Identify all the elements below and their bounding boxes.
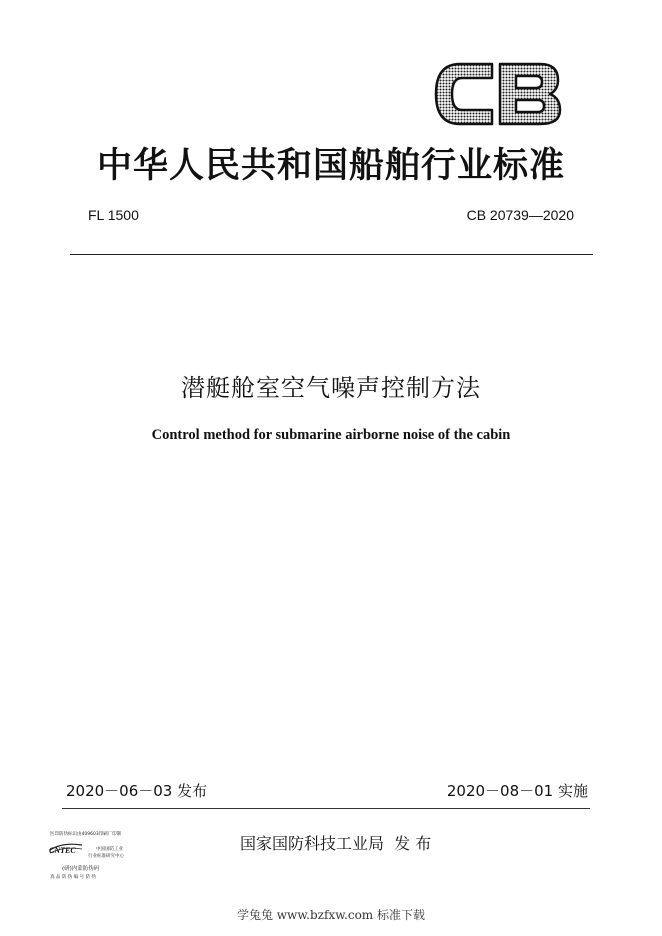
implementation-date: 2020－08－01 实施 xyxy=(446,782,588,800)
stamp-line-3: 行业标准研究中心 xyxy=(88,854,124,859)
stamp-line-4: (研)内蒙防伪码 xyxy=(62,866,100,872)
classification-code: FL 1500 xyxy=(88,207,139,223)
standard-number: CB 20739—2020 xyxy=(466,207,574,223)
standard-category-title: 中华人民共和国船舶行业标准 xyxy=(96,146,565,186)
stamp-line-1: 医印防伪标识由409603印刷厂印制 xyxy=(50,832,122,837)
anti-counterfeit-stamp xyxy=(48,830,158,886)
stamp-line-2: 中国国防工业 xyxy=(96,847,123,852)
document-title-en: Control method for submarine airborne noise of the cabin xyxy=(151,427,511,443)
issue-date: 2020－06－03 发布 xyxy=(66,782,208,800)
cntec-logo-icon xyxy=(48,840,84,856)
cb-logo xyxy=(430,58,564,130)
watermark-text: 学兔兔 www.bzfxw.com 标准下载 xyxy=(236,908,426,922)
stamp-line-5: 真 品 防 伪 编 号 防 伪 xyxy=(50,875,97,880)
stamp-brand: CNTEC xyxy=(49,846,76,855)
issuing-authority: 国家国防科技工业局 发 布 xyxy=(240,834,432,853)
document-title-cn: 潜艇舱室空气噪声控制方法 xyxy=(181,374,481,402)
header-divider xyxy=(70,254,593,255)
footer-divider xyxy=(62,808,590,809)
